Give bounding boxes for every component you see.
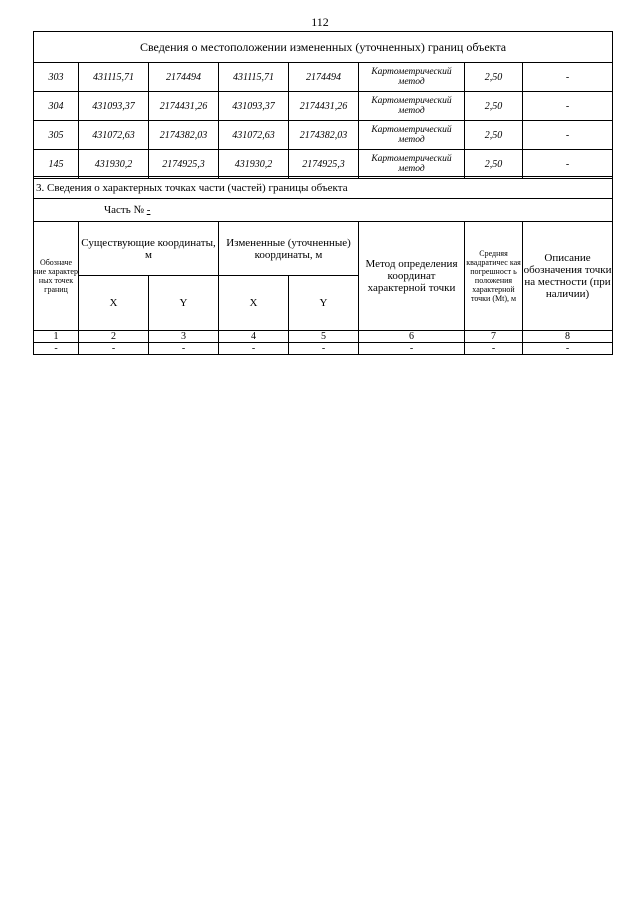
description-cell: - <box>523 63 613 92</box>
header-changed-y: Y <box>289 276 359 331</box>
header-changed-x: X <box>219 276 289 331</box>
col-number: 7 <box>465 331 523 343</box>
boundary-coordinates-table <box>33 31 613 179</box>
changed-x-cell: 431930,2 <box>219 150 289 179</box>
existing-x-cell: 431930,2 <box>79 150 149 179</box>
description-cell: - <box>523 150 613 179</box>
existing-y-cell: 2174494 <box>149 63 219 92</box>
changed-y-cell: 2174431,26 <box>289 92 359 121</box>
changed-y-cell: 2174494 <box>289 63 359 92</box>
col-number: 5 <box>289 331 359 343</box>
part-points-table <box>33 176 613 355</box>
accuracy-cell: 2,50 <box>465 121 523 150</box>
existing-y-cell: 2174925,3 <box>149 150 219 179</box>
header-existing-y: Y <box>149 276 219 331</box>
description-cell: - <box>523 92 613 121</box>
part-label: Часть № <box>104 204 144 216</box>
changed-x-cell: 431093,37 <box>219 92 289 121</box>
method-cell: Картометрический метод <box>359 92 465 121</box>
header-changed-coords: Измененные (уточненные) координаты, м <box>219 222 359 276</box>
table-row <box>34 63 613 92</box>
existing-x-cell: 431115,71 <box>79 63 149 92</box>
accuracy-cell: 2,50 <box>465 92 523 121</box>
section-title: Сведения о местоположении измененных (уточненных) границ объекта <box>34 32 613 63</box>
col-number: 3 <box>149 331 219 343</box>
empty-cell: - <box>289 343 359 355</box>
existing-x-cell: 431093,37 <box>79 92 149 121</box>
existing-x-cell: 431072,63 <box>79 121 149 150</box>
header-description: Описание обозначения точки на местности (при наличии) <box>523 222 613 331</box>
table-row <box>34 150 613 179</box>
changed-x-cell: 431115,71 <box>219 63 289 92</box>
part-line <box>34 199 613 222</box>
col-number: 8 <box>523 331 613 343</box>
col-number: 1 <box>34 331 79 343</box>
method-cell: Картометрический метод <box>359 63 465 92</box>
changed-y-cell: 2174382,03 <box>289 121 359 150</box>
empty-cell: - <box>149 343 219 355</box>
existing-y-cell: 2174382,03 <box>149 121 219 150</box>
changed-y-cell: 2174925,3 <box>289 150 359 179</box>
col-number: 2 <box>79 331 149 343</box>
changed-x-cell: 431072,63 <box>219 121 289 150</box>
part-value: - <box>146 204 151 216</box>
table-row <box>34 92 613 121</box>
header-existing-x: X <box>79 276 149 331</box>
description-cell: - <box>523 121 613 150</box>
table-row <box>34 121 613 150</box>
col-number: 6 <box>359 331 465 343</box>
method-cell: Картометрический метод <box>359 150 465 179</box>
empty-cell: - <box>79 343 149 355</box>
point-id-cell: 304 <box>34 92 79 121</box>
existing-y-cell: 2174431,26 <box>149 92 219 121</box>
empty-cell: - <box>219 343 289 355</box>
accuracy-cell: 2,50 <box>465 150 523 179</box>
empty-cell: - <box>359 343 465 355</box>
section3-title: 3. Сведения о характерных точках части (частей) границы объекта <box>34 177 613 199</box>
page-number: 112 <box>311 15 329 29</box>
header-points: Обозначе ние характер ных точек границ <box>34 222 79 331</box>
header-accuracy: Средняя квадратичес кая погрешност ь положения характерной точки (Mt), м <box>465 222 523 331</box>
empty-row <box>34 343 613 355</box>
point-id-cell: 303 <box>34 63 79 92</box>
point-id-cell: 305 <box>34 121 79 150</box>
coordinate-rows <box>34 63 613 179</box>
method-cell: Картометрический метод <box>359 121 465 150</box>
column-numbers-row <box>34 331 613 343</box>
header-method: Метод определения координат характерной точки <box>359 222 465 331</box>
point-id-cell: 145 <box>34 150 79 179</box>
empty-cell: - <box>34 343 79 355</box>
empty-cell: - <box>465 343 523 355</box>
empty-cell: - <box>523 343 613 355</box>
accuracy-cell: 2,50 <box>465 63 523 92</box>
header-existing-coords: Существующие координаты, м <box>79 222 219 276</box>
col-number: 4 <box>219 331 289 343</box>
